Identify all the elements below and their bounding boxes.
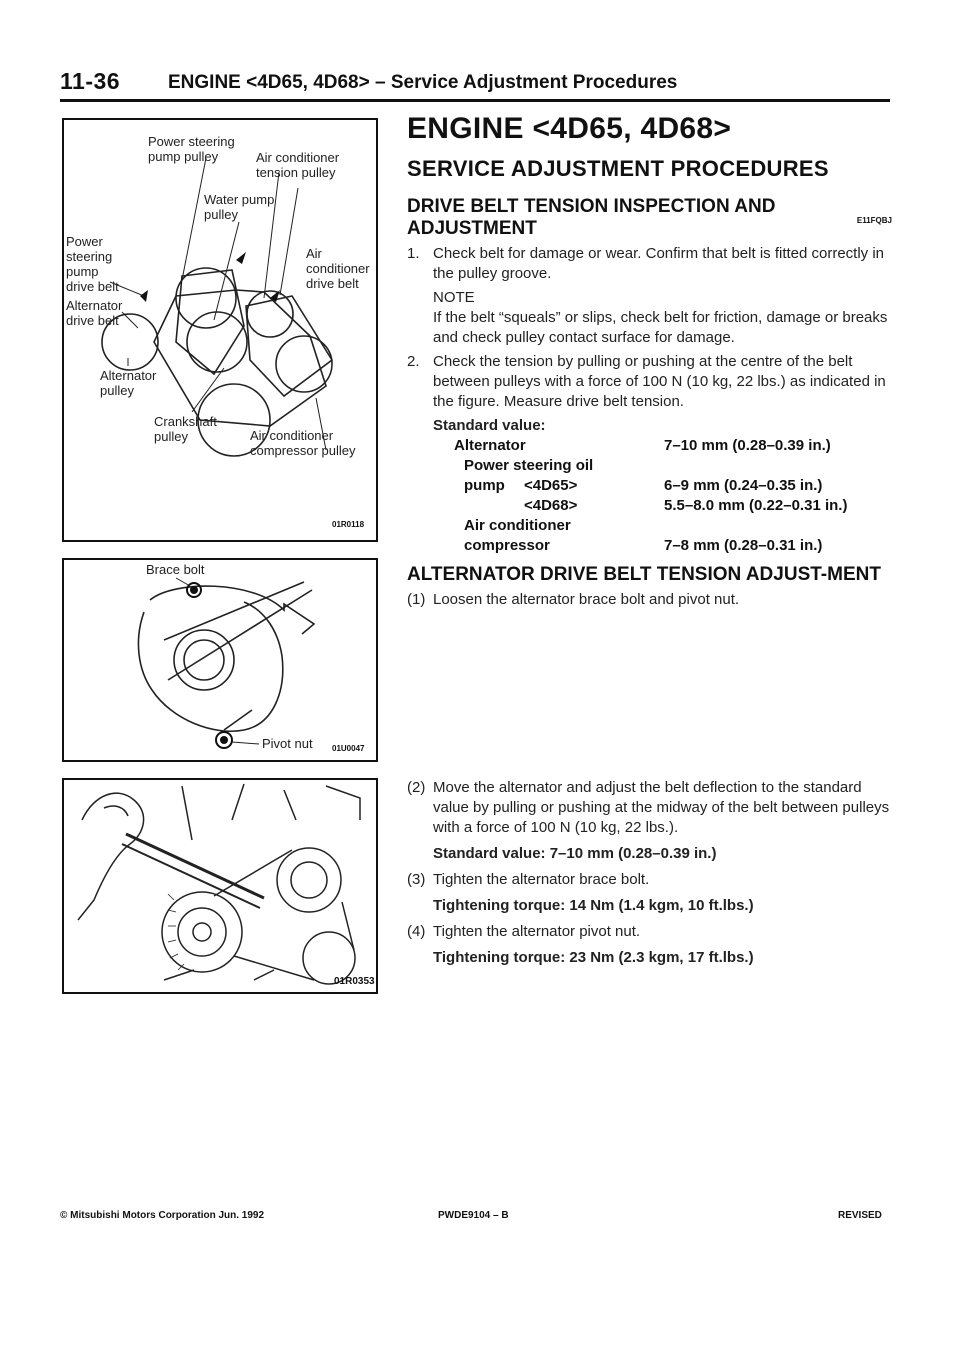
page-header <box>60 68 890 102</box>
footer-status: REVISED <box>838 1210 882 1221</box>
label-pivot-nut: Pivot nut <box>262 736 313 751</box>
note-text: If the belt “squeals” or slips, check belt for friction, damage or breaks and check pulley contact surface for damage. <box>433 309 888 346</box>
force-arrow <box>236 252 246 264</box>
section-subheading: SERVICE ADJUSTMENT PROCEDURES <box>407 156 829 181</box>
spec-row: <4D68> 5.5–8.0 mm (0.22–0.31 in.) <box>524 497 848 514</box>
alternator <box>162 892 242 972</box>
footer-doc-code: PWDE9104 – B <box>438 1210 509 1221</box>
power-steering-pump-pulley <box>176 268 236 328</box>
label-alt-drive-belt: Alternator drive belt <box>66 298 123 328</box>
pry-bar <box>126 834 264 898</box>
belt-line <box>168 590 312 680</box>
label-ac-comp-pulley: Air conditioner compressor pulley <box>250 428 356 458</box>
belt <box>214 850 354 980</box>
ac-compressor-pulley <box>276 336 332 392</box>
spec-row: Power steering oil <box>464 457 594 474</box>
force-arrow <box>140 290 148 302</box>
label-water-pump-pulley: Water pump pulley <box>204 192 275 222</box>
header-rule <box>60 99 890 102</box>
figure-code: 01R0353 <box>334 976 375 987</box>
alternator-pulley <box>174 630 234 690</box>
label-ps-drive-belt: Power steering pump drive belt <box>66 234 119 294</box>
subsection-heading-1: E11FQBJ DRIVE BELT TENSION INSPECTION AND ADJUSTMENT <box>407 196 892 239</box>
standard-value-label: Standard value: <box>433 417 546 434</box>
water-pump-pulley <box>187 312 247 372</box>
alt-step-2: (2) Move the alternator and adjust the belt deflection to the standard value by pulling or pushing at the midway of the belt between pulleys with a force of 100 N (10 kg, 22 lbs.). <box>407 779 890 836</box>
figure-alternator-mount <box>62 558 378 762</box>
alternator-mount-drawing <box>64 560 376 760</box>
spec-row: Air conditioner <box>464 517 571 534</box>
label-brace-bolt: Brace bolt <box>146 562 205 577</box>
label-ps-pump-pulley: Power steering pump pulley <box>148 134 235 164</box>
label-ac-tension-pulley: Air conditioner tension pulley <box>256 150 340 180</box>
belt-adjustment-drawing <box>64 780 376 992</box>
figure-code: 01R0118 <box>332 520 365 529</box>
alt-step-3-value: Tightening torque: 14 Nm (1.4 kgm, 10 ft.lbs.) <box>433 897 754 914</box>
label-ac-drive-belt: Air conditioner drive belt <box>306 246 370 291</box>
subsection-heading-2: ALTERNATOR DRIVE BELT TENSION ADJUST-MENT <box>407 564 881 585</box>
figure-belt-adjustment <box>62 778 378 994</box>
page-number: 11-36 <box>60 68 121 94</box>
label-alt-pulley: Alternator pulley <box>100 368 157 398</box>
step-2: 2. Check the tension by pulling or pushing at the centre of the belt between pulleys with a force of 100 N (10 kg, 22 lbs.) as indicated in the figure. Measure drive belt tension. <box>407 353 886 410</box>
figure-code: 01U0047 <box>332 744 365 753</box>
main-content <box>402 108 892 610</box>
alt-step-4: (4) Tighten the alternator pivot nut. <box>407 923 641 940</box>
alt-step-1: (1) Loosen the alternator brace bolt and pivot nut. <box>407 591 740 608</box>
section-heading: ENGINE <4D65, 4D68> <box>407 112 732 145</box>
section-code: E11FQBJ <box>856 216 892 225</box>
alt-step-4-value: Tightening torque: 23 Nm (2.3 kgm, 17 ft.lbs.) <box>433 949 754 966</box>
step-1: 1. Check belt for damage or wear. Confirm that belt is fitted correctly in the pulley groove. <box>407 245 885 282</box>
spec-row: Alternator 7–10 mm (0.28–0.39 in.) <box>454 437 831 454</box>
belt-line <box>164 582 304 640</box>
hand <box>78 793 144 920</box>
label-crank-pulley: Crankshaft pulley <box>154 414 217 444</box>
running-title: ENGINE <4D65, 4D68> – Service Adjustment Procedures <box>168 72 678 93</box>
note-label: NOTE <box>433 289 475 306</box>
figure-drive-belt-layout <box>62 118 378 542</box>
main-content-lower <box>402 778 892 974</box>
spec-table <box>454 436 892 556</box>
pulley <box>277 848 341 912</box>
ac-drive-belt <box>246 296 332 396</box>
alt-step-2-value: Standard value: 7–10 mm (0.28–0.39 in.) <box>433 845 717 862</box>
belt-layout-drawing <box>64 120 376 540</box>
alt-step-3: (3) Tighten the alternator brace bolt. <box>407 871 650 888</box>
alternator-pulley-inner <box>184 640 224 680</box>
brace-arm <box>150 586 314 634</box>
spec-row: compressor 7–8 mm (0.28–0.31 in.) <box>464 537 823 554</box>
spec-row: pump <4D65> 6–9 mm (0.24–0.35 in.) <box>464 477 823 494</box>
footer-copyright: © Mitsubishi Motors Corporation Jun. 1992 <box>60 1210 265 1221</box>
